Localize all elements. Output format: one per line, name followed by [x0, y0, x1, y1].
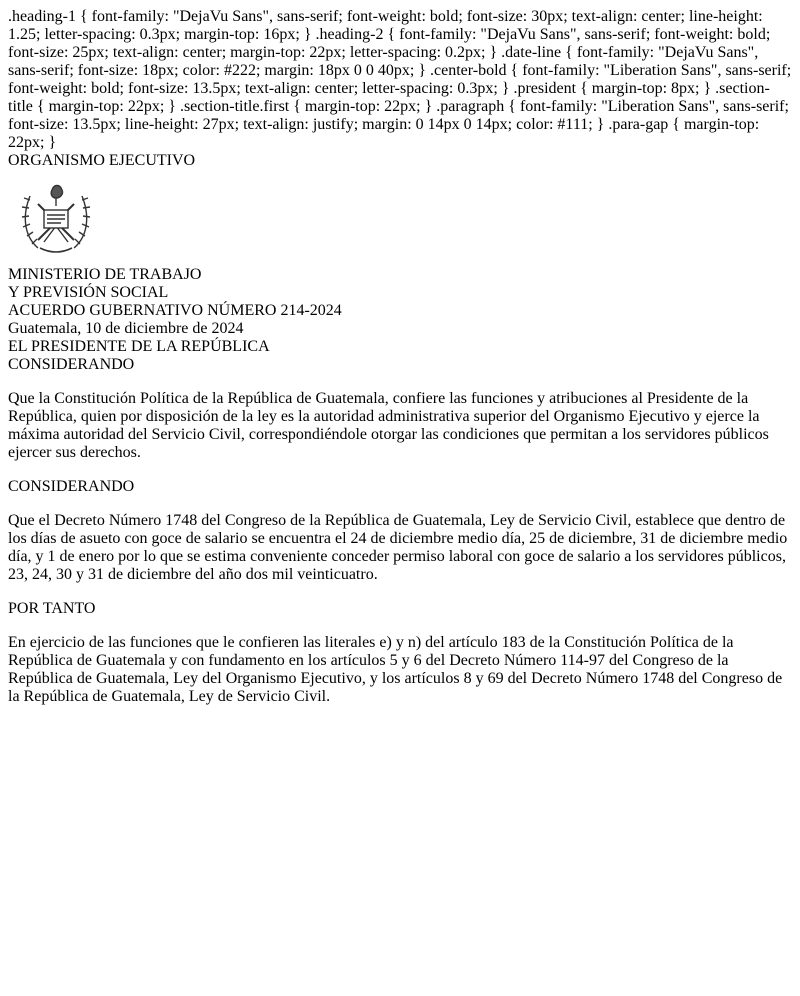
por-tanto-paragraph: En ejercicio de las funciones que le confieren las literales e) y n) del artículo 183 de la Constitución Política de la República de Guatemala y con fundamento en los artículos 5 y 6 del Decreto Número 114-97 del Congreso de la República de Guatemala, Ley del Organismo Ejecutivo, y los artículos 8 y 69 del Decreto Número 1748 del Congreso de la República de Guatemala, Ley de Servicio Civil. — [8, 634, 783, 705]
coat-of-arms-icon — [8, 170, 104, 266]
document-page — [8, 152, 792, 706]
considerando-heading-2: CONSIDERANDO — [8, 478, 135, 495]
ministry-title-line-1: MINISTERIO DE TRABAJO — [8, 266, 202, 283]
banner — [8, 152, 792, 170]
banner-title: ORGANISMO EJECUTIVO — [8, 152, 196, 169]
considerando-paragraph-1: Que la Constitución Política de la República de Guatemala, confiere las funciones y atribuciones al Presidente de la República, quien por disposición de la ley es la autoridad administrativa superior del Organismo Ejecutivo y ejerce la máxima autoridad del Servicio Civil, correspondiéndole otorgar las condiciones que permitan a los servidores públicos ejercer sus derechos. — [8, 390, 769, 461]
ministry-title-line-2: Y PREVISIÓN SOCIAL — [8, 284, 169, 301]
por-tanto-heading: POR TANTO — [8, 600, 96, 617]
date-line: Guatemala, 10 de diciembre de 2024 — [8, 320, 244, 337]
ministry-title — [8, 266, 792, 302]
considerando-paragraph-2: Que el Decreto Número 1748 del Congreso de la República de Guatemala, Ley de Servicio Civil, establece que dentro de los días de asueto con goce de salario se encuentra el 24 de diciembre medio día, 25 de diciembre, 31 de diciembre medio día, y 1 de enero por lo que se estima conveniente conceder permiso laboral con goce de salario a los servidores públicos, 23, 24, 30 y 31 de diciembre del año dos mil veinticuatro. — [8, 512, 788, 583]
president-line: EL PRESIDENTE DE LA REPÚBLICA — [8, 338, 270, 355]
agreement-title: ACUERDO GUBERNATIVO NÚMERO 214-2024 — [8, 302, 342, 319]
coat-of-arms-seal — [8, 170, 792, 266]
considerando-heading-1: CONSIDERANDO — [8, 356, 135, 373]
